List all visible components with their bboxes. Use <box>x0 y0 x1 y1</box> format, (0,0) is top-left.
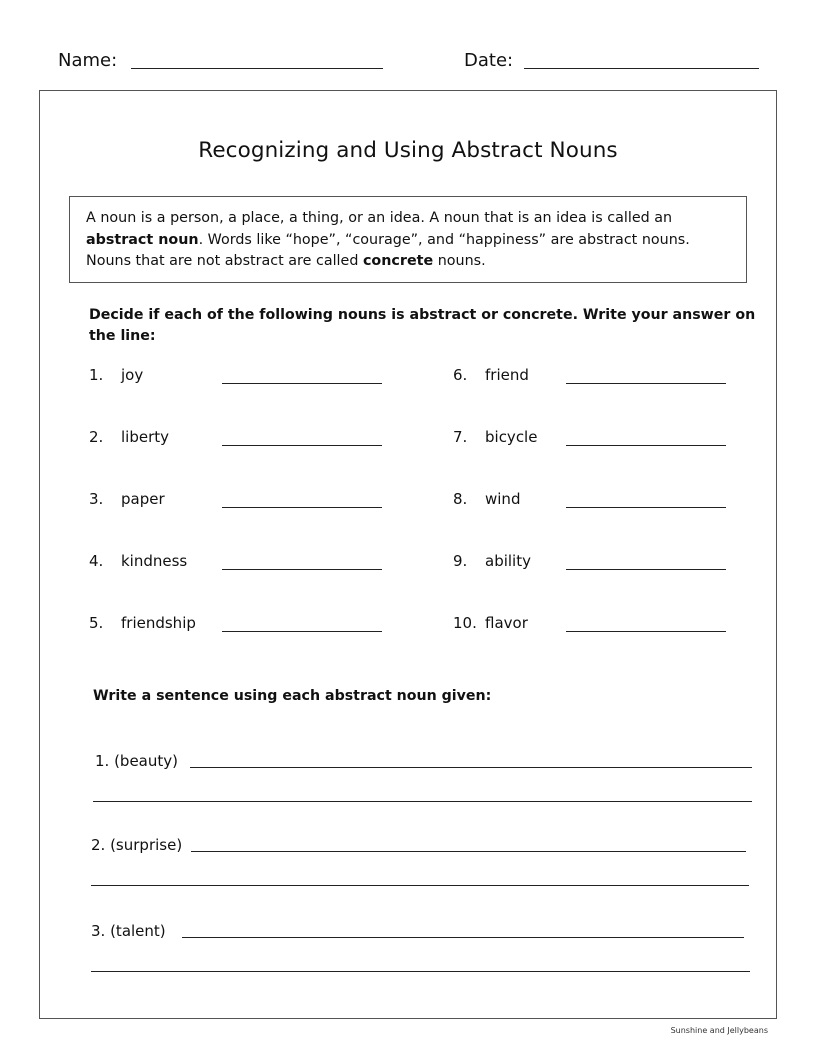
sentence-prompt-3: 3. (talent) <box>91 922 166 940</box>
part1-instructions: Decide if each of the following nouns is abstract or concrete. Write your answer on the line: <box>89 307 756 344</box>
sentence-prompt-1: 1. (beauty) <box>95 752 178 770</box>
definition-line-1: A noun is a person, a place, a thing, or an idea. A noun that is an idea is called an <box>86 210 673 226</box>
answer-line[interactable] <box>566 569 726 570</box>
definition-line-2: abstract noun. Words like “hope”, “courage”, and “happiness” are abstract nouns. <box>86 231 690 248</box>
abstract-noun-term: abstract noun <box>86 231 199 248</box>
sentence-line[interactable] <box>91 971 750 972</box>
sentence-line[interactable] <box>91 885 749 886</box>
part2-instructions: Write a sentence using each abstract noun given: <box>93 688 492 704</box>
definition-line-3: Nouns that are not abstract are called concrete nouns. <box>86 253 486 269</box>
sentence-line[interactable] <box>182 937 744 938</box>
sentence-line[interactable] <box>191 851 746 852</box>
sentence-line[interactable] <box>93 801 752 802</box>
name-label: Name: <box>58 50 118 71</box>
answer-line[interactable] <box>222 569 382 570</box>
date-answer-line[interactable] <box>524 68 759 69</box>
answer-line[interactable] <box>566 631 726 632</box>
name-answer-line[interactable] <box>131 68 383 69</box>
sentence-prompt-2: 2. (surprise) <box>91 836 183 854</box>
sentence-line[interactable] <box>190 767 752 768</box>
answer-line[interactable] <box>222 383 382 384</box>
worksheet-title: Recognizing and Using Abstract Nouns <box>198 138 618 163</box>
answer-line[interactable] <box>222 631 382 632</box>
answer-line[interactable] <box>566 507 726 508</box>
date-label: Date: <box>464 50 514 71</box>
footer-credit: Sunshine and Jellybeans <box>670 1026 768 1035</box>
answer-line[interactable] <box>566 445 726 446</box>
answer-line[interactable] <box>566 383 726 384</box>
concrete-term: concrete <box>362 253 434 269</box>
answer-line[interactable] <box>222 507 382 508</box>
definition-box <box>69 196 747 283</box>
answer-line[interactable] <box>222 445 382 446</box>
